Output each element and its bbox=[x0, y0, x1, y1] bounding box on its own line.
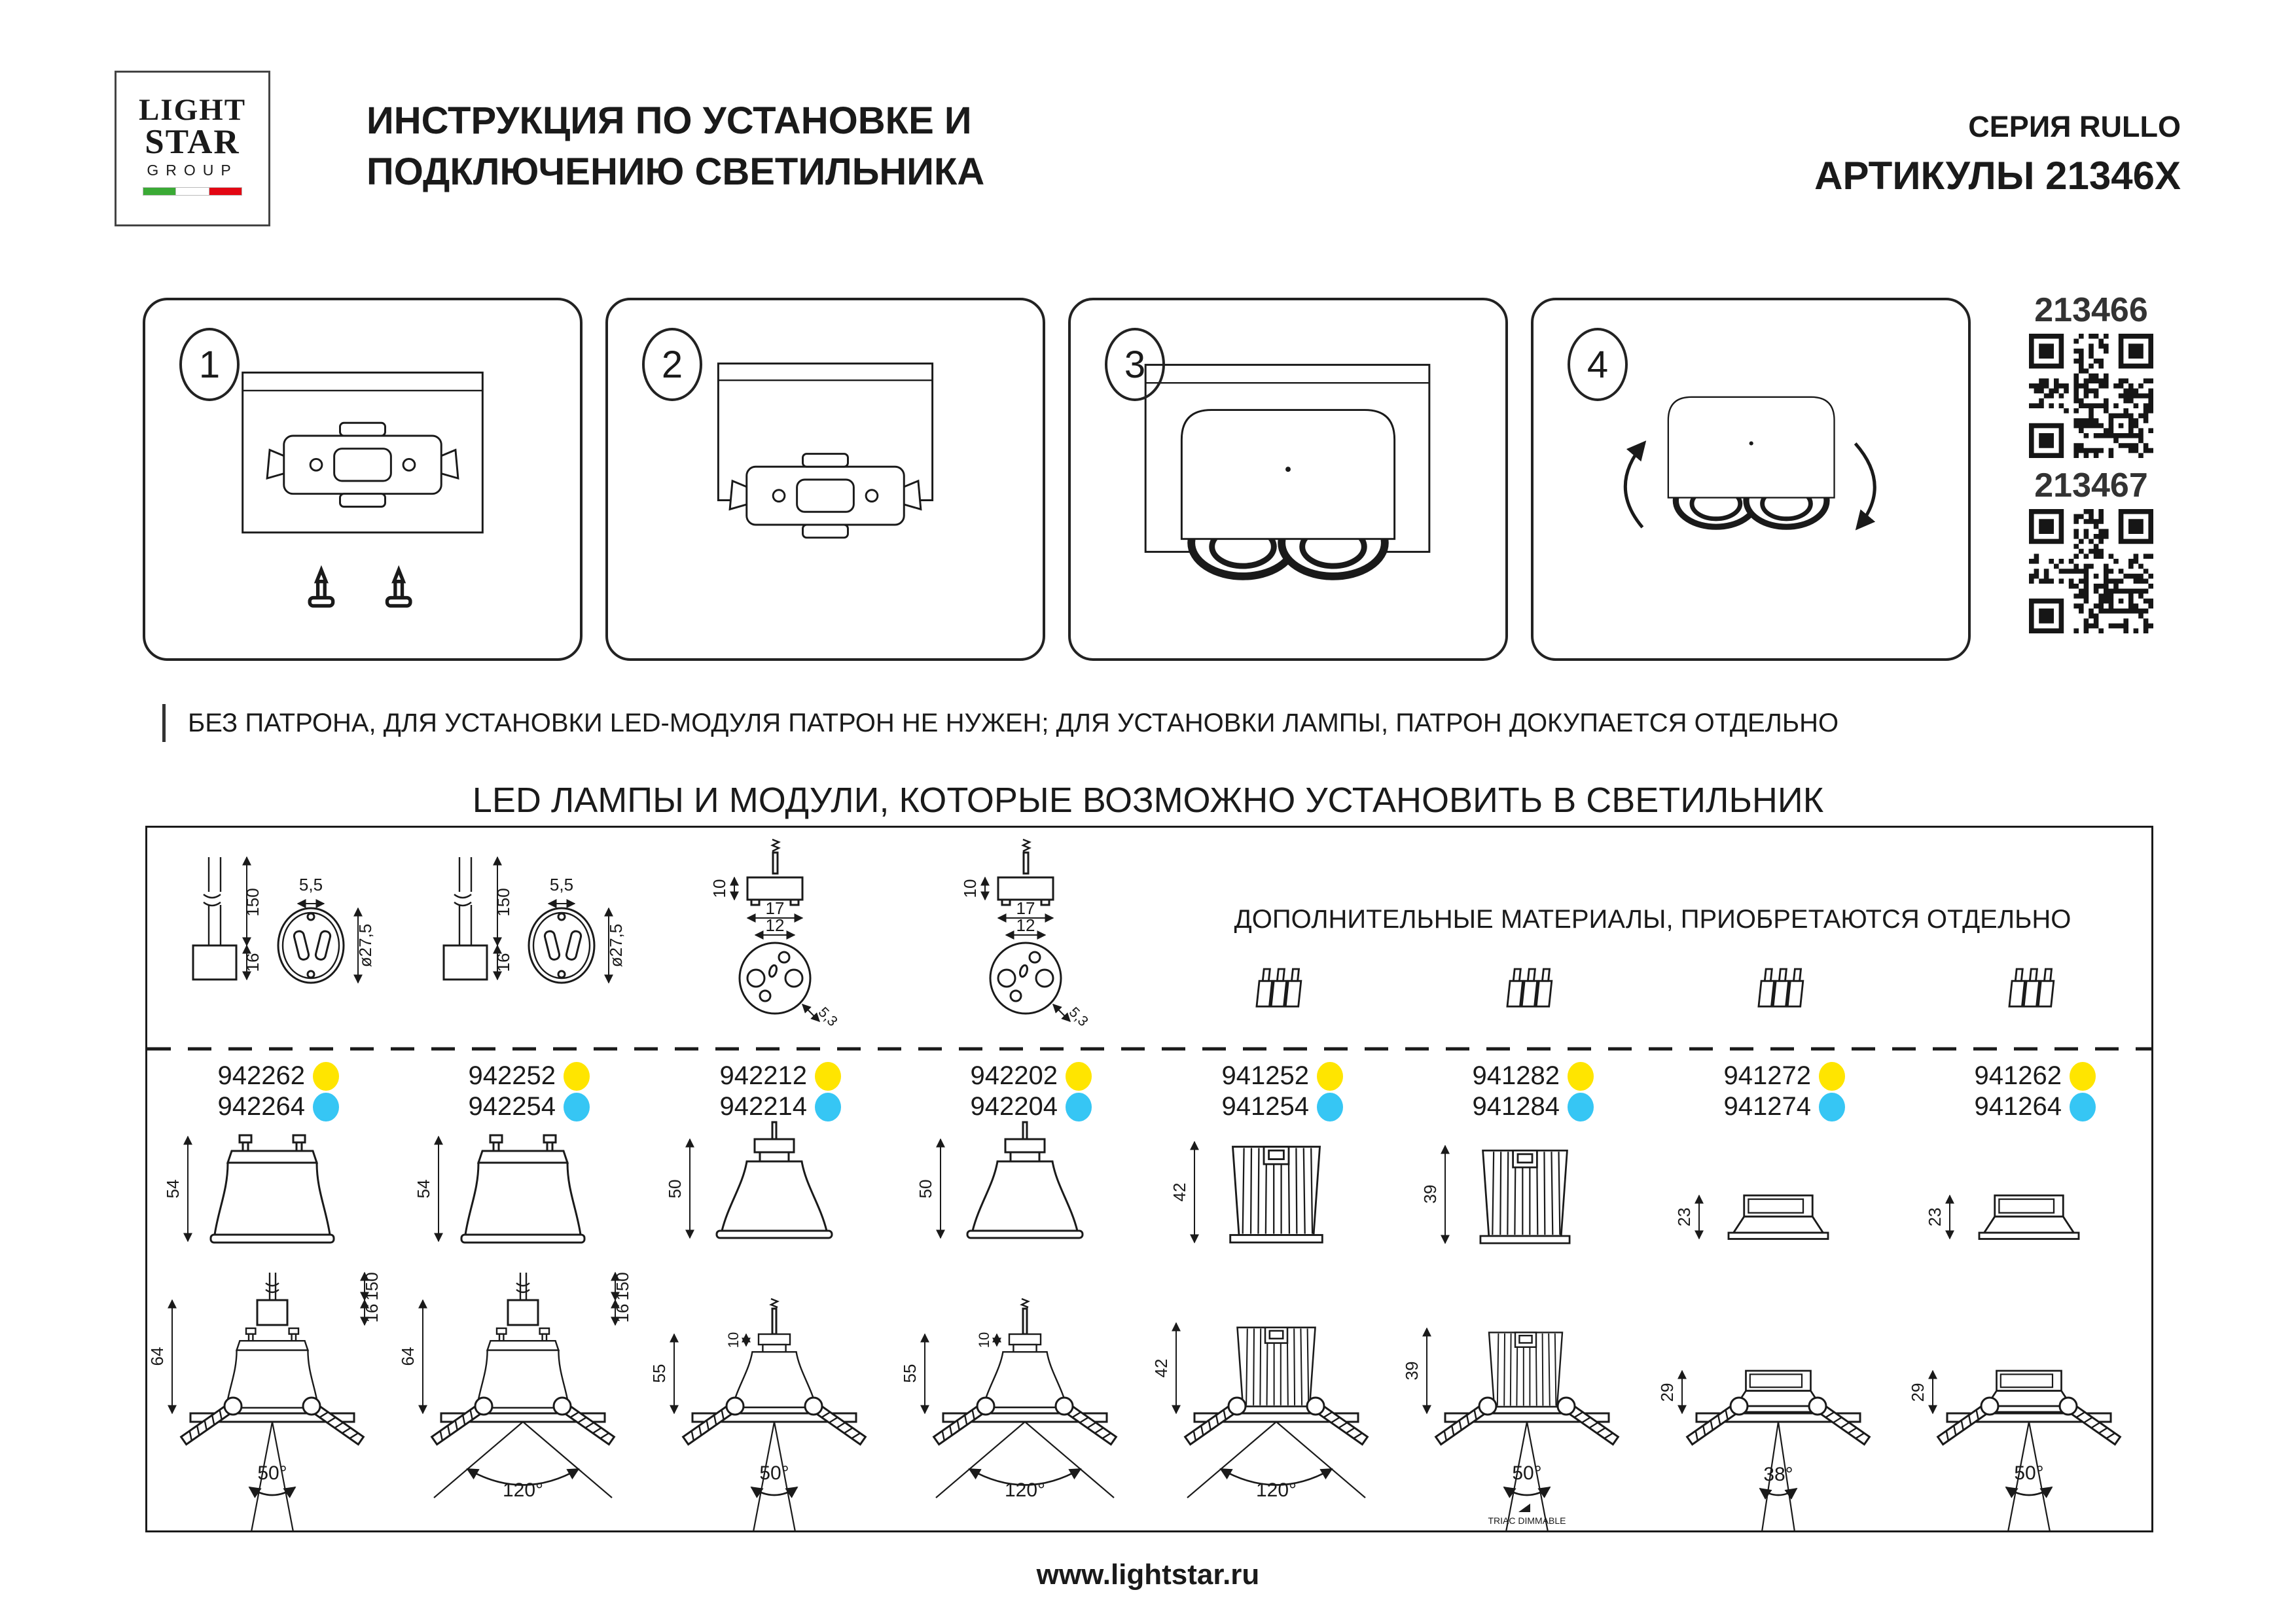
color-dot-blue bbox=[815, 1093, 841, 1121]
install-drawing bbox=[900, 1273, 1151, 1534]
lamp-drawing bbox=[1151, 1122, 1402, 1273]
dim-label: 23 bbox=[1925, 1207, 1945, 1227]
article-code: 942262 bbox=[217, 1061, 305, 1090]
article-list bbox=[147, 1057, 399, 1122]
install-drawing bbox=[649, 1273, 900, 1534]
color-dot-blue bbox=[2070, 1093, 2096, 1121]
section-title: LED ЛАМПЫ И МОДУЛИ, КОТОРЫЕ ВОЗМОЖНО УСТАНОВИТЬ В СВЕТИЛЬНИК bbox=[472, 781, 1824, 820]
dashed-divider bbox=[147, 1046, 2151, 1051]
module-column-941252 bbox=[1151, 1057, 1403, 1534]
step-box-2 bbox=[605, 298, 1045, 661]
lightstar-logo bbox=[115, 71, 270, 226]
title-line1: ИНСТРУКЦИЯ ПО УСТАНОВКЕ И bbox=[367, 99, 972, 142]
dim-label: 54 bbox=[163, 1179, 183, 1199]
color-dot-blue bbox=[564, 1093, 590, 1121]
color-dot-yellow bbox=[815, 1062, 841, 1091]
dim-label: 50 bbox=[916, 1179, 935, 1199]
dim-label: 16 bbox=[243, 953, 262, 972]
lamp-drawing bbox=[398, 1122, 649, 1273]
logo-text: LIGHT bbox=[138, 93, 247, 127]
dim-label: ø27,5 bbox=[606, 923, 626, 968]
article-list bbox=[1653, 1057, 1905, 1122]
dim-label: 55 bbox=[900, 1364, 920, 1383]
dim-label: 10 bbox=[960, 879, 980, 898]
install-drawing bbox=[1904, 1273, 2155, 1534]
dim-label: 10 bbox=[976, 1332, 992, 1349]
qr-article-number: 213466 bbox=[2034, 291, 2148, 329]
install-drawing bbox=[1653, 1273, 1904, 1534]
qr-article-number: 213467 bbox=[2034, 467, 2148, 504]
article-code: 941282 bbox=[1472, 1061, 1560, 1090]
lamp-drawing bbox=[1653, 1122, 1904, 1273]
beam-angle-label: 50° bbox=[257, 1462, 287, 1484]
beam-angle-label: 50° bbox=[759, 1462, 789, 1484]
module-column-942262 bbox=[147, 1057, 399, 1534]
website-url[interactable]: www.lightstar.ru bbox=[1036, 1559, 1260, 1591]
qr-code-213466 bbox=[2029, 334, 2153, 458]
article-code: 941262 bbox=[1974, 1061, 2062, 1090]
dim-label: 5,3 bbox=[1066, 1004, 1092, 1030]
dim-label: 5,5 bbox=[298, 875, 323, 894]
beam-angle-label: 120° bbox=[502, 1479, 544, 1501]
terminal-block-icon bbox=[1498, 964, 1557, 1016]
step-number: 4 bbox=[1568, 328, 1628, 401]
dim-label: ø27,5 bbox=[355, 923, 375, 968]
color-dot-blue bbox=[1819, 1093, 1845, 1121]
article-code: 942202 bbox=[970, 1061, 1058, 1090]
step-box-4 bbox=[1531, 298, 1971, 661]
article-code: 942254 bbox=[468, 1092, 556, 1121]
dim-label: 39 bbox=[1402, 1361, 1422, 1381]
color-dot-yellow bbox=[1819, 1062, 1845, 1091]
dim-label: 150 bbox=[243, 888, 262, 917]
step-box-1 bbox=[143, 298, 583, 661]
mr16-socket-drawing bbox=[914, 836, 1137, 1032]
module-column-942252 bbox=[398, 1057, 649, 1534]
articles-label: АРТИКУЛЫ 21346X bbox=[1814, 154, 2181, 198]
article-list bbox=[1904, 1057, 2155, 1122]
article-code: 942252 bbox=[468, 1061, 556, 1090]
rotate-arrow-right bbox=[1856, 444, 1875, 527]
beam-angle-label: 38° bbox=[1763, 1464, 1793, 1485]
title-line2: ПОДКЛЮЧЕНИЮ СВЕТИЛЬНИКА bbox=[367, 150, 985, 193]
gu10-socket-drawing bbox=[412, 847, 635, 1024]
dim-label: 29 bbox=[1657, 1383, 1677, 1402]
terminal-block-icon bbox=[2000, 964, 2059, 1016]
dim-label: 23 bbox=[1674, 1207, 1694, 1227]
dim-label: 150 bbox=[613, 1272, 632, 1301]
article-code: 941252 bbox=[1221, 1061, 1309, 1090]
step-number: 2 bbox=[642, 328, 702, 401]
dim-label: 50 bbox=[665, 1179, 685, 1199]
install-drawing bbox=[1402, 1273, 1653, 1534]
italian-flag-icon bbox=[143, 187, 242, 196]
dimmer-triangle-icon bbox=[1518, 1504, 1530, 1512]
beam-angle-label: 50° bbox=[2014, 1462, 2044, 1484]
dim-label: 150 bbox=[493, 888, 513, 917]
color-dot-blue bbox=[1066, 1093, 1092, 1121]
lamp-drawing bbox=[147, 1122, 398, 1273]
article-code: 941254 bbox=[1221, 1092, 1309, 1121]
color-dot-blue bbox=[1568, 1093, 1594, 1121]
color-dot-yellow bbox=[564, 1062, 590, 1091]
article-code: 941274 bbox=[1723, 1092, 1811, 1121]
article-code: 942214 bbox=[719, 1092, 807, 1121]
note-text: БЕЗ ПАТРОНА, ДЛЯ УСТАНОВКИ LED-МОДУЛЯ ПАТРОН НЕ НУЖЕН; ДЛЯ УСТАНОВКИ ЛАМПЫ, ПАТРОН ДОКУПАЕТСЯ ОТДЕЛЬНО bbox=[162, 704, 1839, 742]
dim-label: 42 bbox=[1170, 1182, 1189, 1202]
dim-label: 16 bbox=[493, 953, 513, 972]
beam-angle-label: 50° bbox=[1512, 1462, 1542, 1484]
article-list bbox=[1151, 1057, 1403, 1122]
qr-code-213467 bbox=[2029, 509, 2153, 633]
dim-label: 10 bbox=[725, 1332, 742, 1349]
color-dot-blue bbox=[313, 1093, 339, 1121]
color-dot-yellow bbox=[1317, 1062, 1343, 1091]
series-label: СЕРИЯ RULLO bbox=[1968, 110, 2181, 143]
rotate-arrow-left bbox=[1625, 444, 1643, 527]
dim-label: 54 bbox=[414, 1179, 433, 1199]
install-drawing bbox=[1151, 1273, 1402, 1534]
dim-label: 12 bbox=[1016, 915, 1035, 935]
dim-label: 16 bbox=[362, 1303, 382, 1323]
module-column-941262 bbox=[1904, 1057, 2155, 1534]
dim-label: 55 bbox=[649, 1364, 669, 1383]
series-block bbox=[1814, 110, 2181, 198]
dim-label: 64 bbox=[147, 1347, 167, 1366]
article-code: 942212 bbox=[719, 1061, 807, 1090]
terminal-block-icon bbox=[1749, 964, 1808, 1016]
triac-dimmable-label: TRIAC DIMMABLE bbox=[1488, 1515, 1566, 1526]
dim-label: 42 bbox=[1151, 1358, 1171, 1378]
dim-label: 29 bbox=[1908, 1383, 1928, 1402]
beam-angle-label: 120° bbox=[1004, 1479, 1046, 1501]
install-drawing bbox=[147, 1273, 398, 1534]
article-code: 941264 bbox=[1974, 1092, 2062, 1121]
color-dot-yellow bbox=[1066, 1062, 1092, 1091]
logo-text: STAR bbox=[145, 123, 240, 161]
lamp-drawing bbox=[649, 1122, 900, 1273]
module-column-941272 bbox=[1653, 1057, 1905, 1534]
dim-label: 17 bbox=[765, 898, 785, 918]
module-column-942212 bbox=[649, 1057, 901, 1534]
dim-label: 5,3 bbox=[815, 1004, 841, 1030]
color-dot-yellow bbox=[1568, 1062, 1594, 1091]
dim-label: 17 bbox=[1016, 898, 1035, 918]
article-list bbox=[900, 1057, 1151, 1122]
article-code: 941272 bbox=[1723, 1061, 1811, 1090]
article-list bbox=[398, 1057, 649, 1122]
dim-label: 12 bbox=[765, 915, 785, 935]
page-title bbox=[367, 96, 984, 198]
color-dot-blue bbox=[1317, 1093, 1343, 1121]
article-code: 941284 bbox=[1472, 1092, 1560, 1121]
step-number: 3 bbox=[1105, 328, 1165, 401]
logo-text: GROUP bbox=[147, 162, 238, 179]
dim-label: 39 bbox=[1420, 1184, 1440, 1204]
dim-label: 64 bbox=[398, 1347, 418, 1366]
module-column-941282 bbox=[1402, 1057, 1653, 1534]
terminal-block-icon bbox=[1247, 964, 1306, 1016]
article-code: 942264 bbox=[217, 1092, 305, 1121]
modules-box bbox=[145, 826, 2153, 1532]
color-dot-yellow bbox=[2070, 1062, 2096, 1091]
install-drawing bbox=[398, 1273, 649, 1534]
step-box-3 bbox=[1068, 298, 1508, 661]
article-list bbox=[649, 1057, 901, 1122]
step-number: 1 bbox=[179, 328, 240, 401]
dim-label: 150 bbox=[362, 1272, 382, 1301]
article-list bbox=[1402, 1057, 1653, 1122]
module-column-942202 bbox=[900, 1057, 1151, 1534]
beam-angle-label: 120° bbox=[1255, 1479, 1297, 1501]
color-dot-yellow bbox=[313, 1062, 339, 1091]
gu10-socket-drawing bbox=[162, 847, 384, 1024]
dim-label: 16 bbox=[613, 1303, 632, 1323]
materials-note: ДОПОЛНИТЕЛЬНЫЕ МАТЕРИАЛЫ, ПРИОБРЕТАЮТСЯ ОТДЕЛЬНО bbox=[1234, 905, 2072, 934]
lamp-drawing bbox=[900, 1122, 1151, 1273]
dim-label: 10 bbox=[709, 879, 729, 898]
dim-label: 5,5 bbox=[549, 875, 574, 894]
mr16-socket-drawing bbox=[664, 836, 886, 1032]
lamp-drawing bbox=[1402, 1122, 1653, 1273]
lamp-drawing bbox=[1904, 1122, 2155, 1273]
article-code: 942204 bbox=[970, 1092, 1058, 1121]
